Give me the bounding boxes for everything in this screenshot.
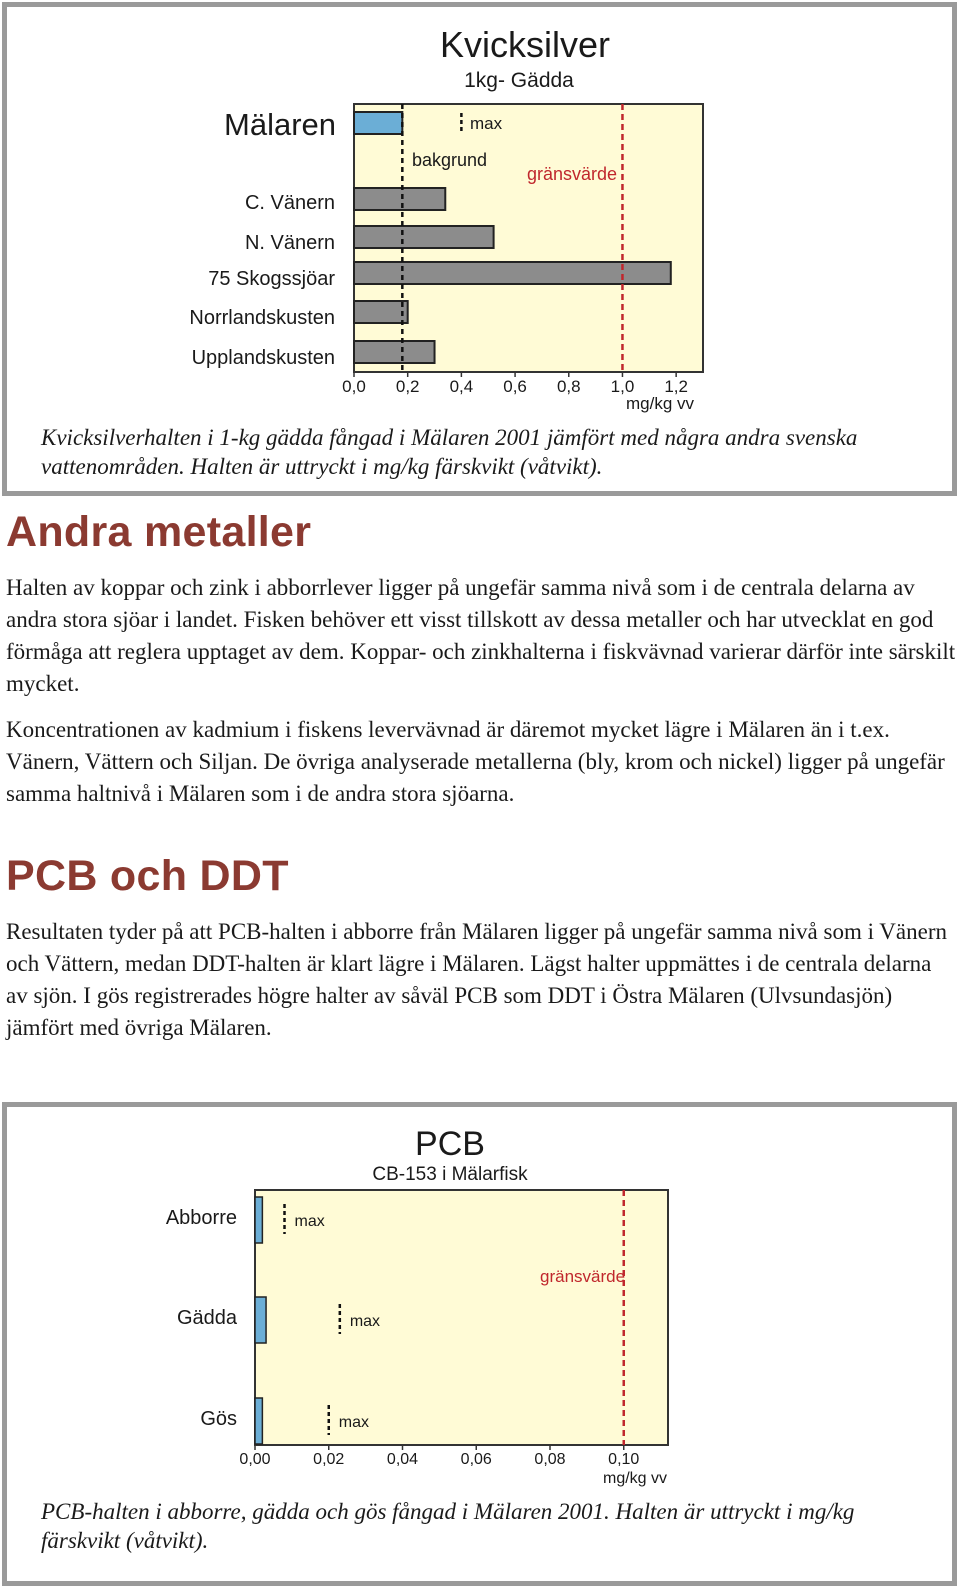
x-tick-label: 0,04 [386, 1451, 419, 1468]
pcb-figure [2, 1102, 957, 1586]
bar [255, 1297, 266, 1343]
category-label: N. Vänern [244, 232, 335, 254]
x-tick-label: 0,00 [239, 1451, 271, 1468]
unit-label: mg/kg vv [602, 1470, 668, 1487]
bar [354, 226, 494, 248]
category-label: Gös [200, 1408, 237, 1430]
category-label: 75 Skogssjöar [208, 268, 335, 290]
max-label: max [294, 1213, 325, 1230]
bar [255, 1398, 262, 1444]
x-tick-label: 0,02 [313, 1451, 345, 1468]
unit-label: mg/kg vv [625, 394, 695, 413]
category-label: Mälaren [224, 107, 336, 142]
chart-subtitle: 1kg- Gädda [464, 69, 574, 92]
x-tick-label: 1,0 [610, 377, 635, 396]
pcb-chart [7, 1107, 952, 1502]
section-heading-pcb: PCB och DDT [6, 852, 289, 900]
chart-subtitle: CB-153 i Mälarfisk [372, 1164, 528, 1185]
paragraph: Koncentrationen av kadmium i fiskens levervävnad är däremot mycket lägre i Mälaren än i t.ex. Vänern, Vättern och Siljan. De övriga analyserade metallerna (bly, krom och nickel) ligger på ungefär samma haltnivå i Mälaren som i de andra stora sjöarna. [6, 717, 945, 806]
bar [354, 341, 435, 363]
x-tick-label: 0,4 [449, 377, 474, 396]
mercury-figure [2, 2, 957, 496]
chart-title: Kvicksilver [439, 24, 611, 65]
x-tick-label: 1,2 [664, 377, 688, 396]
bar [354, 188, 445, 210]
section-heading-metaller: Andra metaller [6, 508, 312, 556]
bar [354, 301, 408, 323]
x-tick-label: 0,10 [608, 1451, 640, 1468]
bakgrund-label: bakgrund [412, 150, 488, 170]
chart-title: PCB [415, 1125, 485, 1163]
gransvarde-label: gränsvärde [540, 1267, 626, 1286]
x-tick-label: 0,8 [556, 377, 581, 396]
category-label: Abborre [165, 1207, 237, 1229]
x-tick-label: 0,0 [342, 377, 366, 396]
x-tick-label: 0,6 [503, 377, 527, 396]
mercury-chart [7, 7, 952, 427]
paragraph: Resultaten tyder på att PCB-halten i abborre från Mälaren ligger på ungefär samma nivå som i Vänern och Vättern, medan DDT-halten är klart lägre i Mälaren. Lägst halter uppmättes i de centrala delarna av sjön. I gös registrerades högre halter av såväl PCB som DDT i Östra Mälaren (Ulvsundasjön) jämfört med övriga Mälaren. [6, 919, 947, 1040]
gransvarde-label: gränsvärde [527, 164, 618, 184]
category-label: C. Vänern [244, 192, 335, 214]
max-label: max [338, 1414, 369, 1431]
bar [255, 1197, 262, 1243]
max-label: max [470, 114, 503, 133]
paragraph: Halten av koppar och zink i abborrlever ligger på ungefär samma nivå som i de centrala delarna av andra stora sjöar i landet. Fisken behöver ett visst tillskott av dessa metaller och har utvecklat en god förmåga att reglera upptaget av dem. Koppar- och zinkhalterna i fiskvävnad varierar därför inte särskilt mycket. [6, 575, 956, 696]
category-label: Upplandskusten [191, 347, 335, 369]
x-tick-label: 0,06 [460, 1451, 492, 1468]
bar [354, 112, 402, 134]
x-tick-label: 0,2 [395, 377, 420, 396]
figure-caption: PCB-halten i abborre, gädda och gös fångad i Mälaren 2001. Halten är uttryckt i mg/kg färskvikt (våtvikt). [41, 1499, 855, 1553]
category-label: Norrlandskusten [189, 307, 335, 329]
max-label: max [349, 1313, 381, 1330]
category-label: Gädda [176, 1307, 237, 1329]
x-tick-label: 0,08 [534, 1451, 566, 1468]
figure-caption: Kvicksilverhalten i 1-kg gädda fångad i Mälaren 2001 jämfört med några andra svenska vattenområden. Halten är uttryckt i mg/kg färskvikt (våtvikt). [41, 425, 858, 479]
